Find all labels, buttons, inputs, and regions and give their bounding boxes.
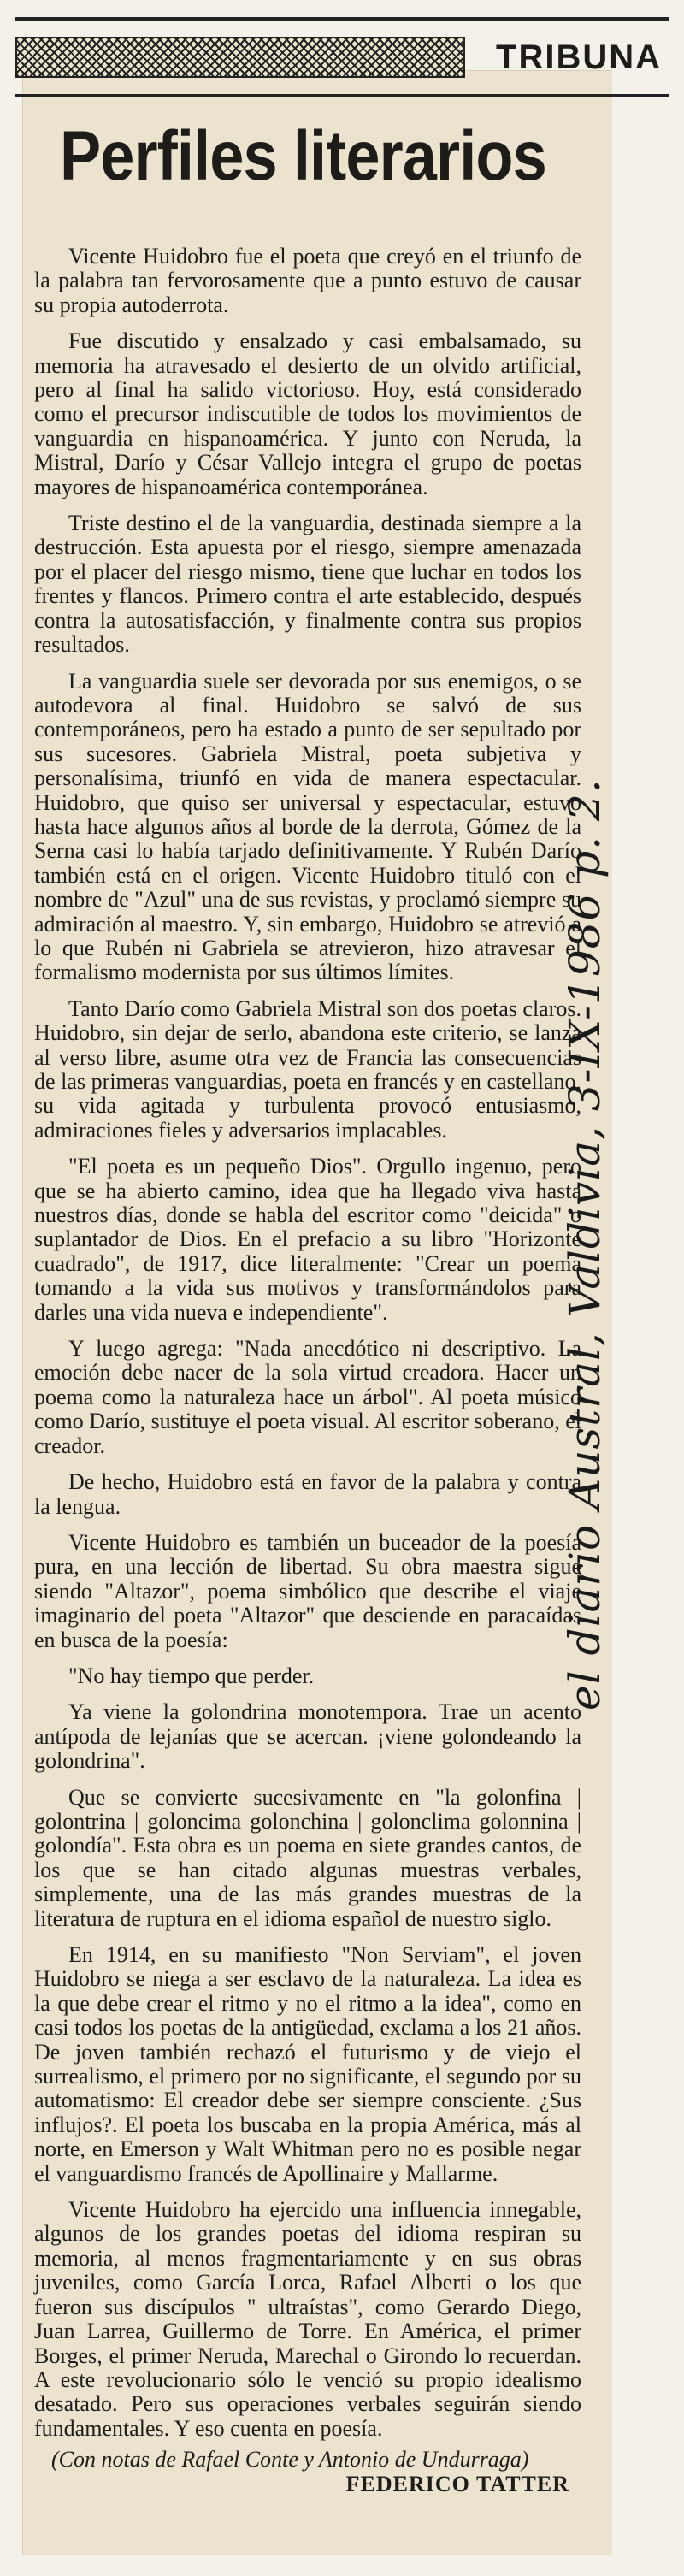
paragraph: Ya viene la golondrina monotempora. Trae un acento antípoda de lejanías que se acercan. ¡viene golondeando la golondrina". (34, 1699, 581, 1774)
article-credit: (Con notas de Rafael Conte y Antonio de Undurraga) (51, 2447, 529, 2473)
paragraph: Vicente Huidobro fue el poeta que creyó en el triunfo de la palabra tan fervorosamente que a punto estuvo de causar su propia autoderrota. (34, 244, 581, 317)
paragraph: Tanto Darío como Gabriela Mistral son dos poetas claros. Huidobro, sin dejar de serlo, abandona este criterio, se lanza al verso libre, asume otra vez de Francia las consecuencias de las primeras vanguardias, poeta en francés y en castellano, su vida agitada y turbulenta provocó entusiasmo, admiraciones fieles y adversarios implacables. (34, 996, 581, 1143)
top-rule (15, 17, 669, 21)
header-rule (15, 94, 669, 97)
hatched-band (15, 37, 465, 78)
article-body (34, 245, 581, 2508)
paragraph: "El poeta es un pequeño Dios". Orgullo ingenuo, pero que se ha abierto camino, idea que ha llegado viva hasta nuestros días, donde se habla del escritor como "deicida" o suplantador de Dios. En el prefacio a su libro "Horizonte cuadrado", de 1917, dice literalmente: "Crear un poema tomando a la vida sus motivos y transformándolos para darles una vida nueva e independiente". (34, 1154, 581, 1325)
paragraph: Y luego agrega: "Nada anecdótico ni descriptivo. La emoción debe nacer de la sola virtud creadora. Hacer un poema como la naturaleza hace un árbol". Al poeta músico como Darío, sustituye el poeta visual. Al escritor soberano, el creador. (34, 1336, 581, 1458)
handwritten-source-note: el diario Austral, Valdivia, 3-IX-1986 p. 2. (560, 778, 610, 1710)
paragraph: De hecho, Huidobro está en favor de la palabra y contra la lengua. (34, 1469, 581, 1519)
article-headline: Perfiles literarios (60, 117, 546, 195)
article-author: FEDERICO TATTER (345, 2471, 569, 2496)
paragraph: En 1914, en su manifiesto "Non Serviam", el joven Huidobro se niega a ser esclavo de la naturaleza. La idea es la que debe crear el ritmo y no el ritmo a la idea", como en casi todos los poetas de la antigüedad, exclama a los 21 años. De joven también rechazó el futurismo y de viejo el surrealismo, el primero por no significante, el segundo por su automatismo: El creador debe ser siempre consciente. ¿Sus influjos?. El poeta los buscaba en la propia América, más al norte, en Emerson y Walt Whitman pero no es posible negar el vanguardismo francés de Apollinaire y Mallarme. (34, 1942, 581, 2186)
paragraph: Vicente Huidobro es también un buceador de la poesía pura, en una lección de libertad. Su obra maestra sigue siendo "Altazor", poema simbólico que describe el viaje imaginario del poeta "Altazor" que desciende en paracaídas en busca de la poesía: (34, 1529, 581, 1652)
paragraph: Fue discutido y ensalzado y casi embalsamado, su memoria ha atravesado el desierto de un olvido artificial, pero al final ha salido victorioso. Hoy, está considerado como el precursor indiscutible de todos los movimientos de vanguardia en hispanoamérica. Y junto con Neruda, la Mistral, Darío y César Vallejo integra el grupo de poetas mayores de hispanoamérica contemporánea. (34, 328, 581, 499)
paragraph: Que se convierte sucesivamente en "la golonfina | golontrina | goloncima golonchina | golonclima golonnina | golondía". Esta obra es un poema en siete grandes cantos, de los que se han citado algunas muestras verbales, simplemente, una de las más grandes muestras de la literatura de ruptura en el idioma español de nuestro siglo. (34, 1784, 581, 1931)
paragraph: Triste destino el de la vanguardia, destinada siempre a la destrucción. Esta apuesta por el riesgo, siempre amenazada por el placer del riesgo mismo, tiene que luchar en todos los frentes y flancos. Primero contra el arte establecido, después contra la autosatisfacción, y finalmente contra sus propios resultados. (34, 511, 581, 658)
paragraph: Vicente Huidobro ha ejercido una influencia innegable, algunos de los grandes poetas del idioma respiran su memoria, al menos fragmentariamente y en sus obras juveniles, como García Lorca, Rafael Alberti o los que fueron sus discípulos " ultraístas", como Gerardo Diego, Juan Larrea, Guillermo de Torre. En América, el primer Borges, el primer Neruda, Marechal o Girondo lo recuerdan. A este revolucionario sólo le venció su propio idealismo desatado. Pero sus operaciones verbales seguirán siendo fundamentales. Y eso cuenta en poesía. (34, 2197, 581, 2441)
section-label: TRIBUNA (496, 38, 662, 76)
paragraph: La vanguardia suele ser devorada por sus enemigos, o se autodevora al final. Huidobro se salvó de sus contemporáneos, pero ha estado a punto de ser sepultado por sus sucesores. Gabriela Mistral, poeta subjetiva y personalísima, triunfó en vida de manera espectacular. Huidobro, que quiso ser universal y espectacular, estuvo hasta hace algunos años al borde de la derrota, Gómez de la Serna casi lo había tarjado definitivamente. Y Rubén Darío también está en el origen. Vicente Huidobro tituló con el nombre de "Azul" una de sus revistas, y proclamó siempre su admiración al maestro. Y, sin embargo, Huidobro se atrevió a lo que Rubén ni Gabriela se atrevieron, hizo atravesar el formalismo modernista por sus últimos límites. (34, 668, 581, 985)
section-header (15, 27, 669, 87)
paragraph: "No hay tiempo que perder. (68, 1663, 315, 1688)
